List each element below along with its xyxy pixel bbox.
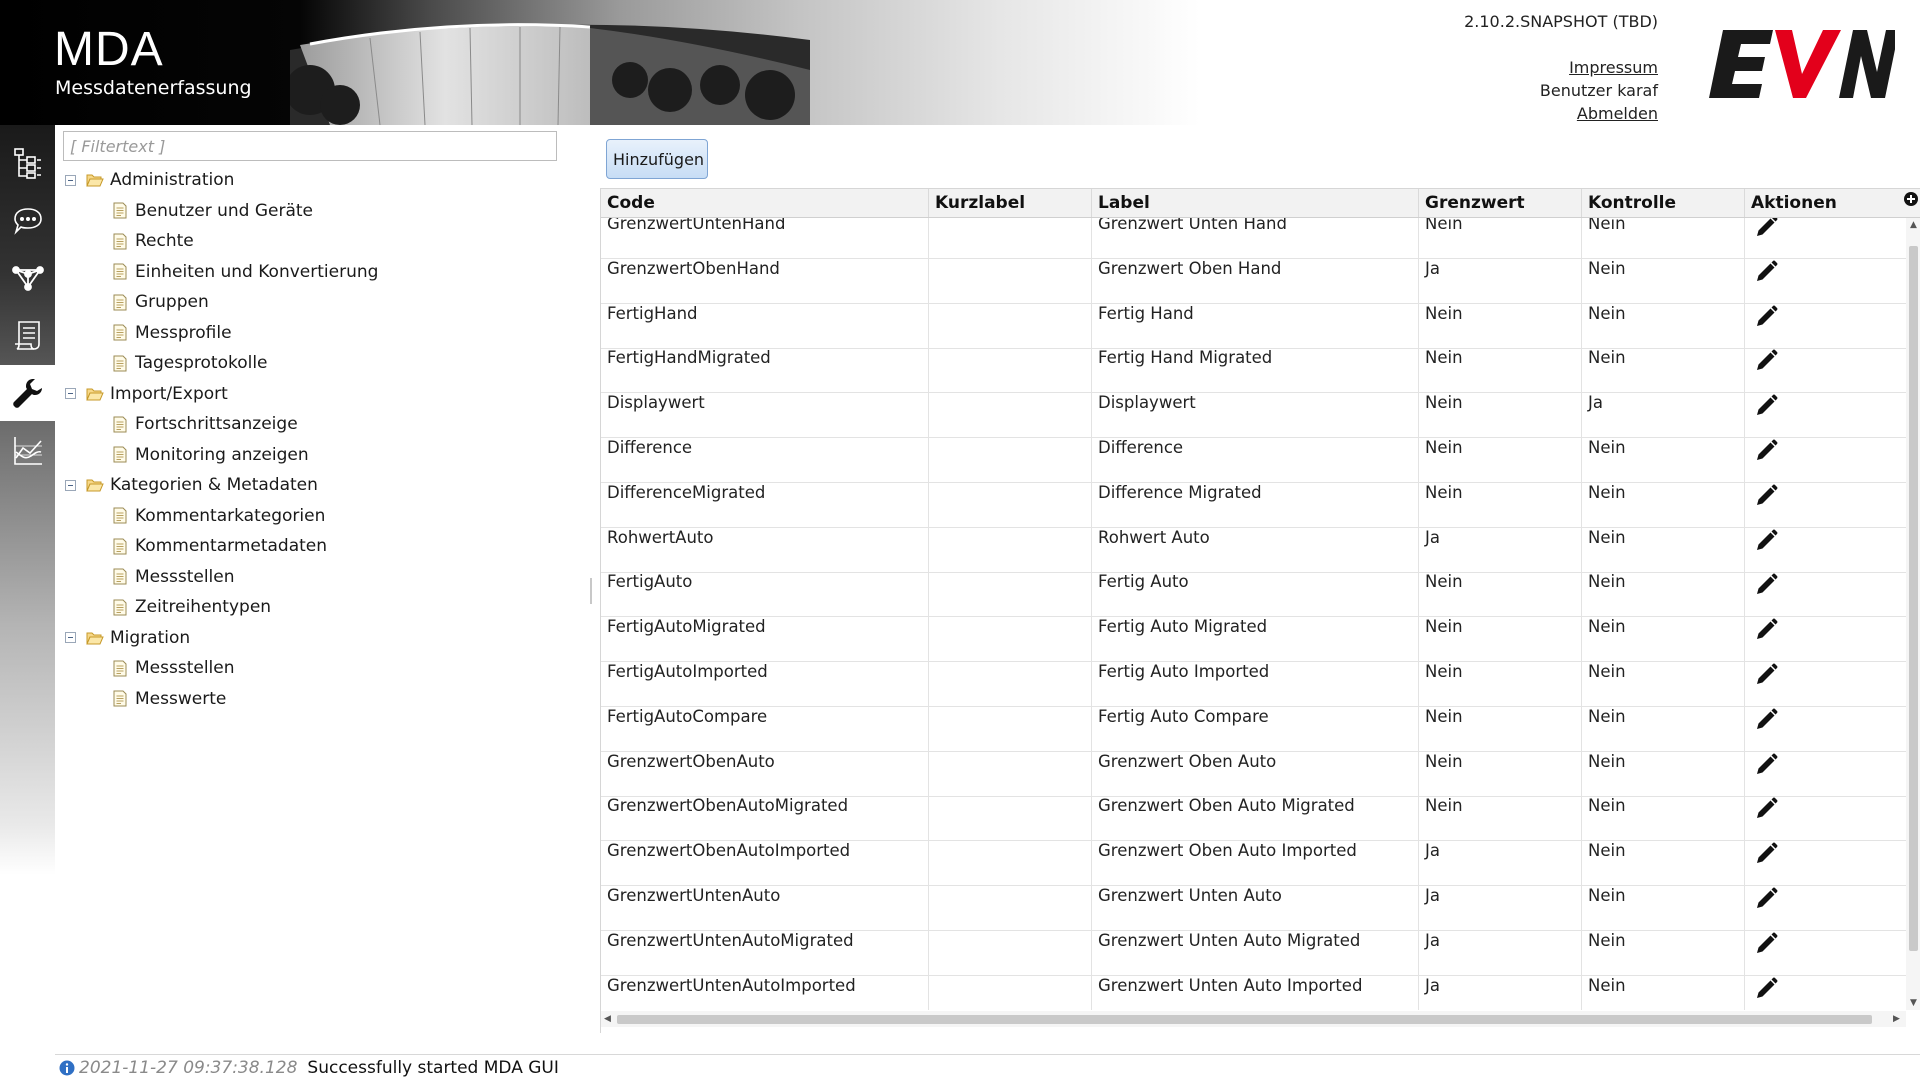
tree-item[interactable] [63, 531, 583, 562]
tree-label: Zeitreihentypen [135, 597, 272, 618]
cell-kurzlabel [929, 796, 1092, 841]
cell-kurzlabel [929, 304, 1092, 349]
scroll-right-icon[interactable]: ▶ [1893, 1014, 1900, 1024]
tree-label: Benutzer und Geräte [135, 200, 314, 221]
cell-aktionen [1745, 572, 1906, 617]
cell-code: GrenzwertUntenHand [601, 218, 929, 259]
cell-kontrolle: Nein [1582, 707, 1745, 752]
tree-label: Messprofile [135, 322, 232, 343]
tree-item[interactable] [63, 501, 583, 532]
cell-label: Grenzwert Oben Auto Imported [1092, 841, 1419, 886]
tree-label: Rechte [135, 231, 194, 252]
cell-aktionen [1745, 976, 1906, 1010]
tree-item[interactable] [63, 592, 583, 623]
cell-kontrolle: Nein [1582, 976, 1745, 1010]
tree-label: Fortschrittsanzeige [135, 414, 298, 435]
grid-header [601, 189, 1920, 218]
document-icon [113, 202, 127, 219]
folder-open-icon [86, 631, 104, 645]
tree-folder[interactable] [63, 379, 583, 410]
tree-label: Tagesprotokolle [135, 353, 268, 374]
cell-label: Fertig Auto Imported [1092, 662, 1419, 707]
cell-aktionen [1745, 259, 1906, 304]
cell-kontrolle: Nein [1582, 483, 1745, 528]
tree-folder[interactable] [63, 165, 583, 196]
panel-splitter[interactable] [590, 578, 592, 604]
document-icon [113, 660, 127, 677]
cell-grenzwert: Ja [1419, 886, 1582, 931]
table-row[interactable] [601, 218, 1906, 259]
document-icon [113, 690, 127, 707]
cell-aktionen [1745, 931, 1906, 976]
edit-pencil-icon[interactable] [1753, 483, 1779, 509]
tree-label: Gruppen [135, 292, 209, 313]
cell-grenzwert: Nein [1419, 348, 1582, 393]
cell-kurzlabel [929, 259, 1092, 304]
cell-code: GrenzwertObenAuto [601, 752, 929, 797]
cell-kurzlabel [929, 931, 1092, 976]
cell-grenzwert: Nein [1419, 483, 1582, 528]
document-icon [113, 355, 127, 372]
horizontal-scroll-thumb[interactable] [617, 1015, 1872, 1024]
table-row[interactable] [601, 393, 1906, 438]
cell-kontrolle: Nein [1582, 662, 1745, 707]
document-icon [113, 416, 127, 433]
edit-pencil-icon[interactable] [1753, 393, 1779, 419]
edit-pencil-icon[interactable] [1753, 662, 1779, 688]
cell-label: Rohwert Auto [1092, 528, 1419, 573]
edit-pencil-icon[interactable] [1753, 348, 1779, 374]
dam-image [290, 10, 810, 125]
cell-aktionen [1745, 707, 1906, 752]
cell-kurzlabel [929, 886, 1092, 931]
cell-kurzlabel [929, 218, 1092, 259]
cell-label: Grenzwert Unten Auto Migrated [1092, 931, 1419, 976]
edit-pencil-icon[interactable] [1753, 528, 1779, 554]
comments-icon [11, 204, 45, 238]
folder-open-icon [86, 387, 104, 401]
cell-kurzlabel [929, 348, 1092, 393]
column-header-kontrolle[interactable]: Kontrolle [1582, 189, 1745, 217]
report-icon [11, 318, 45, 352]
cell-kurzlabel [929, 752, 1092, 797]
cell-aktionen [1745, 752, 1906, 797]
cell-aktionen [1745, 483, 1906, 528]
cell-label: Grenzwert Unten Hand [1092, 218, 1419, 259]
table-row[interactable] [601, 528, 1906, 573]
table-row[interactable] [601, 348, 1906, 393]
edit-pencil-icon[interactable] [1753, 218, 1779, 240]
cell-code: DifferenceMigrated [601, 483, 929, 528]
table-row[interactable] [601, 617, 1906, 662]
tree-folder[interactable] [63, 623, 583, 654]
cell-kontrolle: Nein [1582, 931, 1745, 976]
cell-kurzlabel [929, 617, 1092, 662]
tree-item[interactable] [63, 257, 583, 288]
edit-pencil-icon[interactable] [1753, 304, 1779, 330]
edit-pencil-icon[interactable] [1753, 438, 1779, 464]
table-row[interactable] [601, 931, 1906, 976]
tree-item[interactable] [63, 562, 583, 593]
cell-kontrolle: Nein [1582, 259, 1745, 304]
cell-kurzlabel [929, 528, 1092, 573]
document-icon [113, 324, 127, 341]
column-header-kurzlabel[interactable]: Kurzlabel [929, 189, 1092, 217]
tree-label: Monitoring anzeigen [135, 444, 309, 465]
cell-aktionen [1745, 841, 1906, 886]
nav-network-button[interactable] [0, 249, 55, 305]
cell-grenzwert: Ja [1419, 841, 1582, 886]
tree-panel [55, 125, 595, 1045]
table-row[interactable] [601, 572, 1906, 617]
impressum-link[interactable]: Impressum [1569, 58, 1658, 77]
cell-grenzwert: Nein [1419, 707, 1582, 752]
cell-kontrolle: Ja [1582, 393, 1745, 438]
folder-open-icon [86, 173, 104, 187]
app-title: MDA [54, 23, 164, 76]
cell-aktionen [1745, 528, 1906, 573]
tree-folder[interactable] [63, 470, 583, 501]
edit-pencil-icon[interactable] [1753, 796, 1779, 822]
cell-aktionen [1745, 304, 1906, 349]
tree-item[interactable] [63, 653, 583, 684]
info-icon [59, 1060, 75, 1076]
cell-grenzwert: Nein [1419, 572, 1582, 617]
edit-pencil-icon[interactable] [1753, 617, 1779, 643]
cell-aktionen [1745, 886, 1906, 931]
cell-code: FertigAutoImported [601, 662, 929, 707]
table-row[interactable] [601, 259, 1906, 304]
cell-label: Fertig Hand [1092, 304, 1419, 349]
column-header-label[interactable]: Label [1092, 189, 1419, 217]
collapse-toggle-icon[interactable] [65, 632, 76, 643]
cell-label: Grenzwert Unten Auto Imported [1092, 976, 1419, 1010]
cell-grenzwert: Ja [1419, 976, 1582, 1010]
collapse-toggle-icon[interactable] [65, 175, 76, 186]
scroll-left-icon[interactable]: ◀ [604, 1014, 611, 1024]
document-icon [113, 507, 127, 524]
column-header-grenzwert[interactable]: Grenzwert [1419, 189, 1582, 217]
cell-code: GrenzwertUntenAuto [601, 886, 929, 931]
cell-aktionen [1745, 393, 1906, 438]
version-label: 2.10.2.SNAPSHOT (TBD) [1464, 12, 1658, 31]
cell-label: Fertig Auto [1092, 572, 1419, 617]
table-row[interactable] [601, 483, 1906, 528]
cell-kurzlabel [929, 841, 1092, 886]
table-row[interactable] [601, 304, 1906, 349]
tree-label: Administration [110, 170, 235, 191]
cell-code: FertigAutoCompare [601, 707, 929, 752]
cell-kontrolle: Nein [1582, 438, 1745, 483]
tree-label: Kommentarmetadaten [135, 536, 328, 557]
add-button[interactable]: Hinzufügen [606, 139, 708, 179]
cell-grenzwert: Nein [1419, 752, 1582, 797]
cell-aktionen [1745, 438, 1906, 483]
tree-item[interactable] [63, 440, 583, 471]
cell-grenzwert: Nein [1419, 662, 1582, 707]
add-column-icon[interactable] [1903, 191, 1919, 207]
cell-kurzlabel [929, 572, 1092, 617]
cell-aktionen [1745, 348, 1906, 393]
nav-admin-button[interactable] [0, 365, 55, 421]
chart-icon [11, 434, 45, 468]
scroll-up-icon[interactable]: ▲ [1910, 220, 1917, 230]
navigation-tree [63, 165, 583, 714]
left-nav [0, 125, 55, 875]
document-icon [113, 233, 127, 250]
table-row[interactable] [601, 796, 1906, 841]
table-row[interactable] [601, 438, 1906, 483]
edit-pencil-icon[interactable] [1753, 931, 1779, 957]
cell-grenzwert: Nein [1419, 218, 1582, 259]
cell-label: Grenzwert Oben Auto Migrated [1092, 796, 1419, 841]
cell-grenzwert: Nein [1419, 796, 1582, 841]
network-icon [11, 260, 45, 294]
cell-grenzwert: Ja [1419, 528, 1582, 573]
cell-label: Difference Migrated [1092, 483, 1419, 528]
cell-label: Fertig Hand Migrated [1092, 348, 1419, 393]
cell-kurzlabel [929, 707, 1092, 752]
tree-item[interactable] [63, 196, 583, 227]
edit-pencil-icon[interactable] [1753, 707, 1779, 733]
tree-label: Messwerte [135, 688, 227, 709]
cell-label: Grenzwert Oben Hand [1092, 259, 1419, 304]
folder-open-icon [86, 478, 104, 492]
document-icon [113, 263, 127, 280]
status-bar [55, 1054, 1920, 1081]
cell-kontrolle: Nein [1582, 528, 1745, 573]
tree-label: Migration [110, 627, 191, 648]
edit-pencil-icon[interactable] [1753, 259, 1779, 285]
cell-kontrolle: Nein [1582, 572, 1745, 617]
table-row[interactable] [601, 752, 1906, 797]
cell-kontrolle: Nein [1582, 841, 1745, 886]
cell-code: FertigHandMigrated [601, 348, 929, 393]
cell-label: Fertig Auto Compare [1092, 707, 1419, 752]
document-icon [113, 538, 127, 555]
cell-code: FertigAuto [601, 572, 929, 617]
app-subtitle: Messdatenerfassung [55, 77, 252, 99]
table-row[interactable] [601, 707, 1906, 752]
header [0, 0, 1920, 125]
tree-item[interactable] [63, 226, 583, 257]
cell-kontrolle: Nein [1582, 617, 1745, 662]
tree-item[interactable] [63, 318, 583, 349]
collapse-toggle-icon[interactable] [65, 480, 76, 491]
cell-code: GrenzwertObenHand [601, 259, 929, 304]
nav-report-button[interactable] [0, 307, 55, 363]
table-row[interactable] [601, 976, 1906, 1010]
cell-kurzlabel [929, 483, 1092, 528]
header-banner [0, 0, 1220, 125]
cell-code: GrenzwertUntenAutoMigrated [601, 931, 929, 976]
tree-item[interactable] [63, 684, 583, 715]
nav-comments-button[interactable] [0, 193, 55, 249]
cell-grenzwert: Ja [1419, 931, 1582, 976]
logout-link[interactable]: Abmelden [1576, 104, 1658, 123]
cell-kontrolle: Nein [1582, 752, 1745, 797]
tree-label: Kommentarkategorien [135, 505, 326, 526]
cell-code: RohwertAuto [601, 528, 929, 573]
collapse-toggle-icon[interactable] [65, 388, 76, 399]
header-info [1464, 10, 1658, 125]
cell-kurzlabel [929, 976, 1092, 1010]
nav-tree-button[interactable] [0, 135, 55, 191]
cell-grenzwert: Nein [1419, 617, 1582, 662]
column-header-code[interactable]: Code [601, 189, 929, 217]
document-icon [113, 599, 127, 616]
table-row[interactable] [601, 886, 1906, 931]
table-row[interactable] [601, 841, 1906, 886]
grid-body [601, 218, 1906, 1010]
cell-code: Displaywert [601, 393, 929, 438]
document-icon [113, 294, 127, 311]
status-timestamp: 2021-11-27 09:37:38.128 [79, 1058, 298, 1078]
cell-kurzlabel [929, 662, 1092, 707]
cell-grenzwert: Nein [1419, 304, 1582, 349]
wrench-icon [11, 376, 45, 410]
cell-grenzwert: Nein [1419, 393, 1582, 438]
data-grid [600, 188, 1920, 1033]
horizontal-scrollbar[interactable] [601, 1011, 1906, 1027]
cell-aktionen [1745, 796, 1906, 841]
vertical-scrollbar[interactable] [1906, 218, 1920, 1010]
cell-label: Fertig Auto Migrated [1092, 617, 1419, 662]
table-row[interactable] [601, 662, 1906, 707]
cell-label: Displaywert [1092, 393, 1419, 438]
document-icon [113, 446, 127, 463]
cell-kurzlabel [929, 438, 1092, 483]
filter-input[interactable] [63, 131, 557, 161]
cell-code: GrenzwertObenAutoMigrated [601, 796, 929, 841]
cell-grenzwert: Nein [1419, 438, 1582, 483]
cell-kontrolle: Nein [1582, 796, 1745, 841]
tree-item[interactable] [63, 287, 583, 318]
cell-aktionen [1745, 617, 1906, 662]
cell-kurzlabel [929, 393, 1092, 438]
edit-pencil-icon[interactable] [1753, 886, 1779, 912]
cell-code: GrenzwertUntenAutoImported [601, 976, 929, 1010]
edit-pencil-icon[interactable] [1753, 572, 1779, 598]
cell-kontrolle: Nein [1582, 218, 1745, 259]
status-message: Successfully started MDA GUI [307, 1058, 559, 1078]
tree-item[interactable] [63, 409, 583, 440]
scroll-down-icon[interactable]: ▼ [1910, 998, 1917, 1008]
document-icon [113, 568, 127, 585]
cell-kontrolle: Nein [1582, 348, 1745, 393]
tree-label: Import/Export [110, 383, 228, 404]
tree-label: Messstellen [135, 566, 235, 587]
cell-aktionen [1745, 218, 1906, 259]
evn-logo [1705, 22, 1895, 102]
edit-pencil-icon[interactable] [1753, 976, 1779, 1002]
cell-code: GrenzwertObenAutoImported [601, 841, 929, 886]
cell-code: FertigHand [601, 304, 929, 349]
cell-label: Difference [1092, 438, 1419, 483]
cell-code: FertigAutoMigrated [601, 617, 929, 662]
column-header-aktionen: Aktionen [1751, 193, 1837, 213]
tree-label: Einheiten und Konvertierung [135, 261, 379, 282]
tree-structure-icon [11, 146, 45, 180]
tree-item[interactable] [63, 348, 583, 379]
tree-label: Kategorien & Metadaten [110, 475, 318, 496]
nav-chart-button[interactable] [0, 423, 55, 479]
user-label: Benutzer karaf [1539, 81, 1658, 100]
cell-code: Difference [601, 438, 929, 483]
cell-label: Grenzwert Oben Auto [1092, 752, 1419, 797]
edit-pencil-icon[interactable] [1753, 752, 1779, 778]
edit-pencil-icon[interactable] [1753, 841, 1779, 867]
cell-kontrolle: Nein [1582, 304, 1745, 349]
cell-aktionen [1745, 662, 1906, 707]
cell-kontrolle: Nein [1582, 886, 1745, 931]
tree-label: Messstellen [135, 658, 235, 679]
vertical-scroll-thumb[interactable] [1909, 246, 1918, 951]
cell-grenzwert: Ja [1419, 259, 1582, 304]
cell-label: Grenzwert Unten Auto [1092, 886, 1419, 931]
